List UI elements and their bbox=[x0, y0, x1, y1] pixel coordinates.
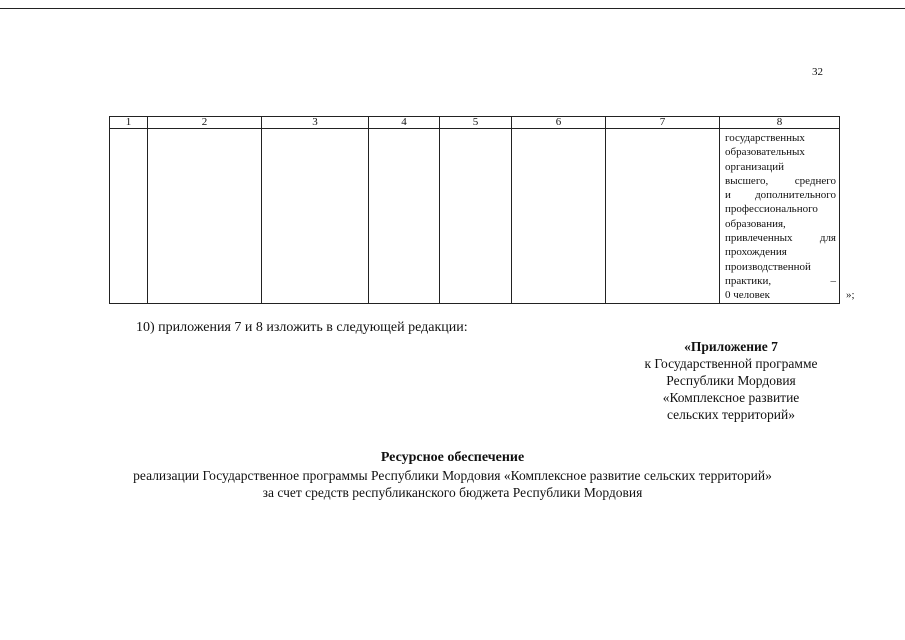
closing-quote: »; bbox=[846, 289, 855, 301]
table-row bbox=[110, 129, 840, 304]
table-header-cell: 6 bbox=[512, 117, 606, 129]
section-subtitle: за счет средств республиканского бюджета Республики Мордовия bbox=[262, 485, 643, 500]
col8-line: 0 человек bbox=[725, 289, 771, 302]
col8-word: – bbox=[830, 274, 836, 287]
table-header-cell: 2 bbox=[148, 117, 262, 129]
table-header-cell: 7 bbox=[606, 117, 720, 129]
col8-line: производственной bbox=[725, 260, 811, 273]
top-rule bbox=[0, 8, 905, 9]
appendix-line: «Комплексное развитие bbox=[662, 390, 800, 405]
table-cell bbox=[262, 129, 369, 304]
col8-line: прохождения bbox=[725, 246, 787, 259]
col8-word: привлеченных bbox=[725, 232, 793, 245]
col8-word: и bbox=[725, 189, 731, 202]
appendix-line: к Государственной программе bbox=[644, 356, 818, 371]
table-header-cell: 3 bbox=[262, 117, 369, 129]
table-header-cell: 8 bbox=[720, 117, 840, 129]
col8-line: образования, bbox=[725, 217, 786, 230]
col8-line: образовательных bbox=[725, 146, 805, 159]
table-cell bbox=[110, 129, 148, 304]
col8-line bbox=[725, 188, 836, 202]
table-cell bbox=[440, 129, 512, 304]
col8-word: среднего bbox=[794, 174, 836, 187]
table-cell-col8 bbox=[720, 129, 840, 304]
table-cell bbox=[148, 129, 262, 304]
continuation-table bbox=[109, 116, 840, 304]
page-number: 32 bbox=[812, 66, 823, 78]
table-header-row bbox=[110, 117, 840, 129]
table-header-cell: 1 bbox=[110, 117, 148, 129]
col8-line bbox=[725, 274, 836, 288]
col8-line: профессионального bbox=[725, 203, 818, 216]
col8-line bbox=[725, 231, 836, 245]
section-subtitle: реализации Государственное программы Республики Мордовия «Комплексное развитие сельских территорий» bbox=[133, 468, 772, 483]
section-heading: Ресурсное обеспечение bbox=[380, 450, 525, 465]
amendment-text: 10) приложения 7 и 8 изложить в следующей редакции: bbox=[136, 320, 468, 335]
col8-word: высшего, bbox=[725, 174, 769, 187]
col8-line: государственных bbox=[725, 132, 805, 144]
appendix-line: Республики Мордовия bbox=[666, 373, 796, 388]
table-cell bbox=[512, 129, 606, 304]
col8-line: организаций bbox=[725, 160, 785, 173]
table-header-cell: 5 bbox=[440, 117, 512, 129]
col8-word: практики, bbox=[725, 274, 772, 287]
appendix-header bbox=[620, 338, 842, 423]
col8-line bbox=[725, 174, 836, 188]
table-cell bbox=[369, 129, 440, 304]
table-cell bbox=[606, 129, 720, 304]
col8-word: для bbox=[819, 232, 836, 245]
table-header-cell: 4 bbox=[369, 117, 440, 129]
appendix-title: «Приложение 7 bbox=[684, 339, 778, 354]
appendix-line: сельских территорий» bbox=[667, 407, 795, 422]
col8-word: дополнительного bbox=[755, 189, 836, 202]
col8-text bbox=[725, 131, 836, 303]
